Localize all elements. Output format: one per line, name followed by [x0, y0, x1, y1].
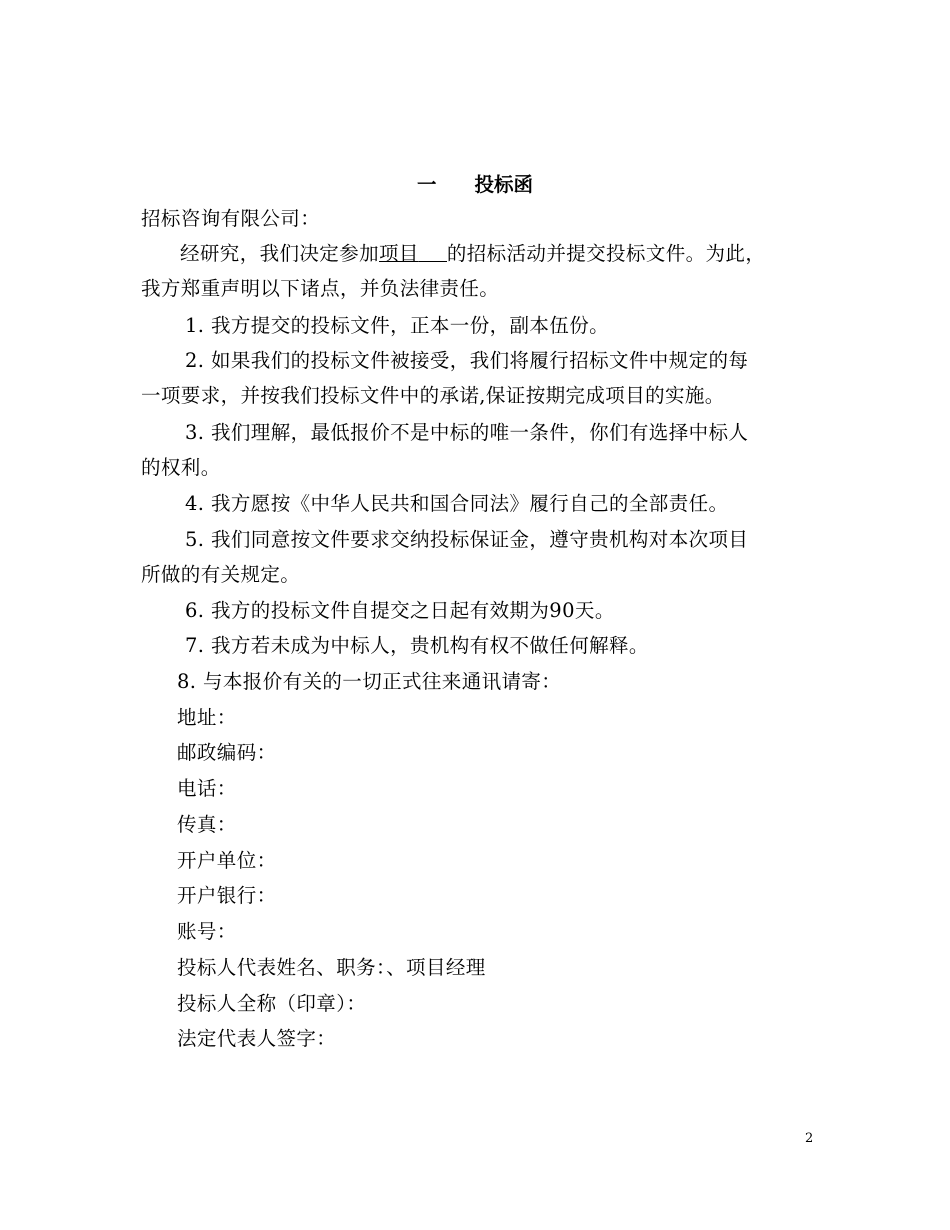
intro-after: 的招标活动并提交投标文件。为此，: [446, 242, 766, 265]
title-text: 投标函: [474, 173, 534, 196]
page-number: 2: [805, 1131, 814, 1146]
field-representative: 投标人代表姓名、职务：、项目经理: [177, 956, 486, 979]
field-account-bank: 开户银行：: [177, 884, 277, 907]
item-5-line-2: 所做的有关规定。: [141, 563, 301, 586]
item-2-line-1: 2. 如果我们的投标文件被接受，我们将履行招标文件中规定的每: [185, 349, 749, 372]
field-bidder-name: 投标人全称（印章）：: [177, 992, 367, 1015]
field-postcode: 邮政编码：: [177, 741, 277, 764]
item-3-line-2: 的权利。: [141, 456, 221, 479]
intro-line-2: 我方郑重声明以下诸点，并负法律责任。: [141, 277, 500, 300]
field-legal-representative: 法定代表人签字：: [177, 1027, 337, 1050]
item-2-line-2: 一项要求，并按我们投标文件中的承诺,保证按期完成项目的实施。: [141, 384, 725, 407]
intro-project: 项目: [379, 242, 419, 265]
item-1: 1. 我方提交的投标文件，正本一份，副本伍份。: [185, 314, 610, 337]
title-number: 一: [416, 173, 437, 196]
intro-before: 经研究，我们决定参加: [180, 242, 380, 265]
item-4: 4. 我方愿按《中华人民共和国合同法》履行自己的全部责任。: [185, 492, 729, 515]
project-blank: [419, 243, 447, 262]
field-account-unit: 开户单位：: [177, 849, 277, 872]
field-account-number: 账号：: [177, 920, 237, 943]
item-5-line-1: 5. 我们同意按文件要求交纳投标保证金，遵守贵机构对本次项目: [185, 528, 749, 551]
item-8: 8. 与本报价有关的一切正式往来通讯请寄：: [177, 670, 562, 693]
addressee: 招标咨询有限公司：: [141, 207, 321, 230]
item-6: 6. 我方的投标文件自提交之日起有效期为90天。: [185, 599, 615, 622]
field-address: 地址：: [177, 706, 237, 729]
item-7: 7. 我方若未成为中标人，贵机构有权不做任何解释。: [185, 634, 649, 657]
field-fax: 传真：: [177, 813, 237, 836]
item-3-line-1: 3. 我们理解，最低报价不是中标的唯一条件，你们有选择中标人: [185, 421, 749, 444]
intro-line-1: [180, 242, 765, 266]
page-title: [0, 173, 950, 197]
field-phone: 电话：: [177, 777, 237, 800]
